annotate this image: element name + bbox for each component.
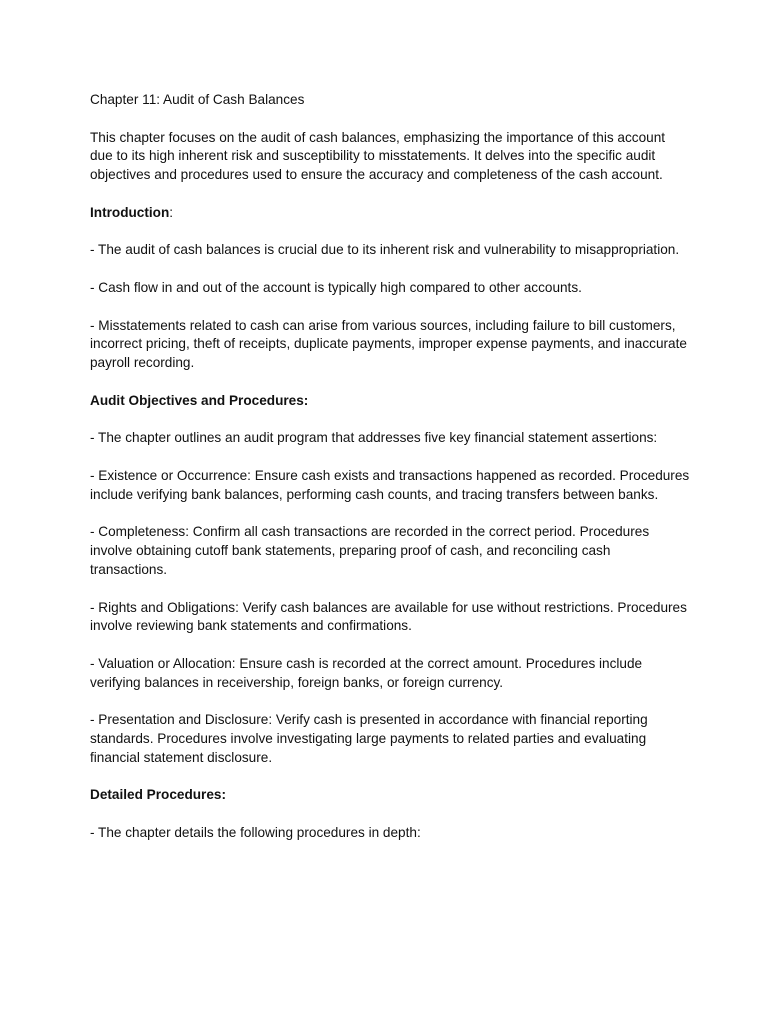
document-page: [90, 91, 690, 862]
list-item: - Cash flow in and out of the account is typically high compared to other accounts.: [90, 279, 582, 295]
introduction-heading-line: [90, 204, 690, 223]
intro-paragraph: This chapter focuses on the audit of cash balances, emphasizing the importance of this account due to its high inherent risk and susceptibility to misstatements. It delves into the specific audit objectives and procedures used to ensure the accuracy and completeness of the cash account.: [90, 129, 666, 183]
list-item: - Presentation and Disclosure: Verify cash is presented in accordance with financial reporting standards. Procedures involve investigating large payments to related parties and evaluating financial statement disclosure.: [90, 712, 648, 765]
list-item: - Misstatements related to cash can arise from various sources, including failure to bill customers, incorrect pricing, theft of receipts, duplicate payments, improper expense payments, and inaccurate payroll recording.: [90, 317, 687, 371]
list-item: - Completeness: Confirm all cash transactions are recorded in the correct period. Procedures involve obtaining cutoff bank statements, preparing proof of cash, and reconciling cash transactions.: [90, 524, 650, 577]
detailed-heading: Detailed Procedures:: [90, 787, 226, 803]
list-item: - The chapter details the following procedures in depth:: [90, 825, 421, 841]
list-item: - Rights and Obligations: Verify cash balances are available for use without restrictions. Procedures involve reviewing bank statements and confirmations.: [90, 599, 687, 634]
introduction-heading: Introduction: [90, 204, 170, 220]
list-item: - The chapter outlines an audit program that addresses five key financial statement assertions:: [90, 430, 658, 446]
introduction-heading-suffix: :: [169, 204, 174, 220]
objectives-heading: Audit Objectives and Procedures:: [90, 392, 309, 408]
list-item: - The audit of cash balances is crucial due to its inherent risk and vulnerability to misappropriation.: [90, 242, 680, 258]
list-item: - Valuation or Allocation: Ensure cash is recorded at the correct amount. Procedures include verifying balances in receivership, foreign banks, or foreign currency.: [90, 655, 643, 690]
list-item: - Existence or Occurrence: Ensure cash exists and transactions happened as recorded. Procedures include verifying bank balances, performing cash counts, and tracing transfers between banks.: [90, 467, 690, 502]
document-title: Chapter 11: Audit of Cash Balances: [90, 92, 305, 107]
